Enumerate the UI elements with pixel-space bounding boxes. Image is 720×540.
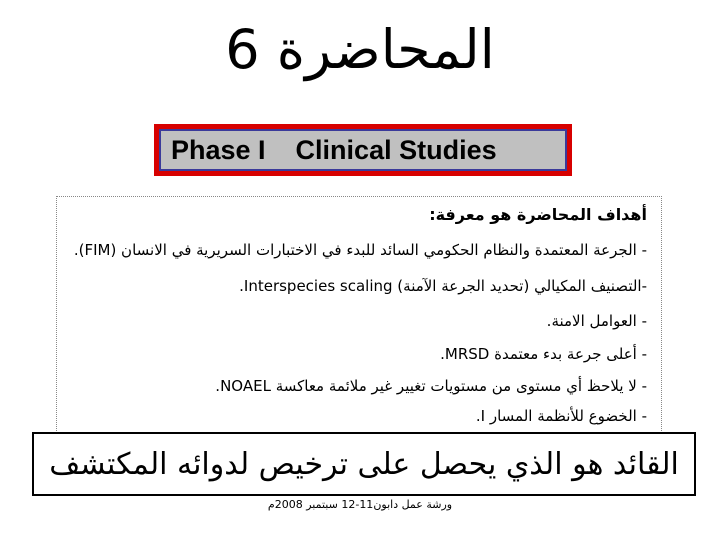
objectives-heading: أهداف المحاضرة هو معرفة: (429, 205, 647, 224)
objective-item: - الجرعة المعتمدة والنظام الحكومي السائد للبدء في الاختبارات السريرية في الانسان (FIM). (73, 241, 647, 259)
objective-item: - الخضوع للأنظمة المسار I. (475, 407, 647, 425)
slide-footer: ورشة عمل دابون11-12 سبتمبر 2008م (267, 498, 453, 511)
callout-text: القائد هو الذي يحصل على ترخيص لدوائه المكتشف (49, 446, 679, 482)
objective-item: -التصنيف المكيالي (تحديد الجرعة الآمنة) Interspecies scaling. (239, 277, 647, 295)
banner-text: Phase I Clinical Studies (159, 129, 567, 171)
phase-banner (154, 124, 572, 176)
objective-item: - لا يلاحظ أي مستوى من مستويات تغيير غير ملائمة معاكسة NOAEL. (215, 377, 647, 395)
objective-item: - أعلى جرعة بدء معتمدة MRSD. (440, 345, 647, 363)
callout-box (32, 432, 696, 496)
slide-title: المحاضرة 6 (225, 18, 495, 81)
objectives-box (56, 196, 662, 433)
objective-item: - العوامل الامنة. (546, 312, 647, 330)
